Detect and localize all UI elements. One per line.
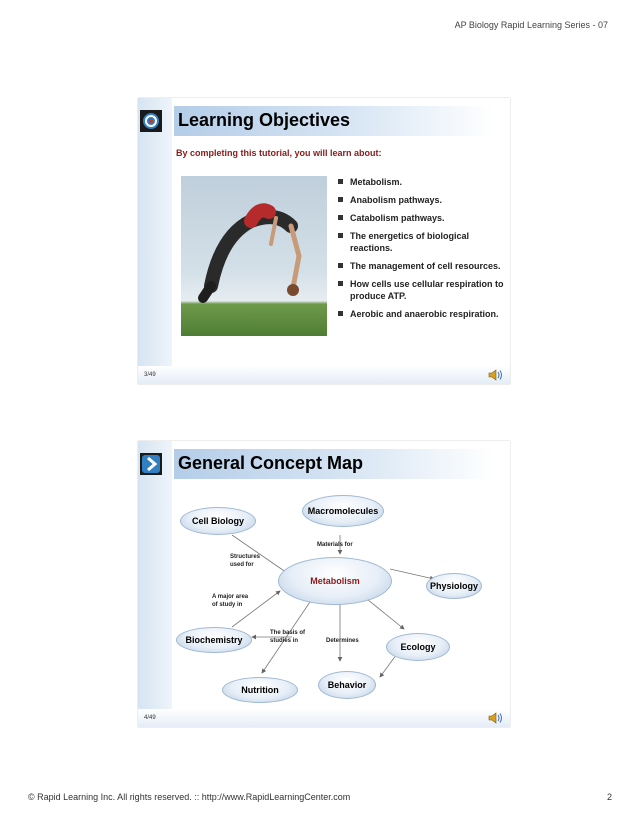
link-determines: Determines [326,638,359,644]
concept-map [172,487,510,712]
link-major-area: A major area of study in [212,594,249,608]
node-metabolism: Metabolism [278,557,392,605]
slide-left-band [138,98,172,384]
node-macromolecules: Macromolecules [302,495,384,527]
copyright-text: © Rapid Learning Inc. All rights reserved. :: http://www.RapidLearningCenter.com [28,792,351,802]
page-footer [28,792,612,802]
slide-concept-map [138,441,510,727]
slide-number: 4/49 [144,715,156,721]
node-physiology: Physiology [426,573,482,599]
link-basis-of-studies: The basis of studies in [270,630,306,644]
speaker-icon[interactable] [488,368,504,382]
target-icon [140,110,162,132]
list-item: Metabolism. [338,176,508,188]
list-item: The energetics of biological reactions. [338,230,508,254]
node-nutrition: Nutrition [222,677,298,703]
objectives-list [338,176,508,326]
slide-left-band [138,441,172,727]
arrow-right-icon [140,453,162,475]
node-biochemistry: Biochemistry [176,627,252,653]
list-item: Anabolism pathways. [338,194,508,206]
link-materials-for: Materials for [317,542,353,548]
list-item: Catabolism pathways. [338,212,508,224]
slide-title: General Concept Map [178,453,364,473]
node-cell-biology: Cell Biology [180,507,256,535]
link-structures-used-for: Structures used for [230,554,261,568]
page-number: 2 [606,792,612,802]
node-behavior: Behavior [318,671,376,699]
list-item: How cells use cellular respiration to produce ATP. [338,278,508,302]
slide-title: Learning Objectives [178,110,351,130]
speaker-icon[interactable] [488,711,504,725]
list-item: The management of cell resources. [338,260,508,272]
node-ecology: Ecology [386,633,450,661]
list-item: Aerobic and anaerobic respiration. [338,308,508,320]
slide-learning-objectives [138,98,510,384]
slide-bottom-band [138,366,510,384]
gymnast-photo [181,176,327,336]
slide-number: 3/49 [144,372,156,378]
slide-subtitle: By completing this tutorial, you will learn about: [176,148,382,158]
series-header: AP Biology Rapid Learning Series - 07 [454,20,608,30]
